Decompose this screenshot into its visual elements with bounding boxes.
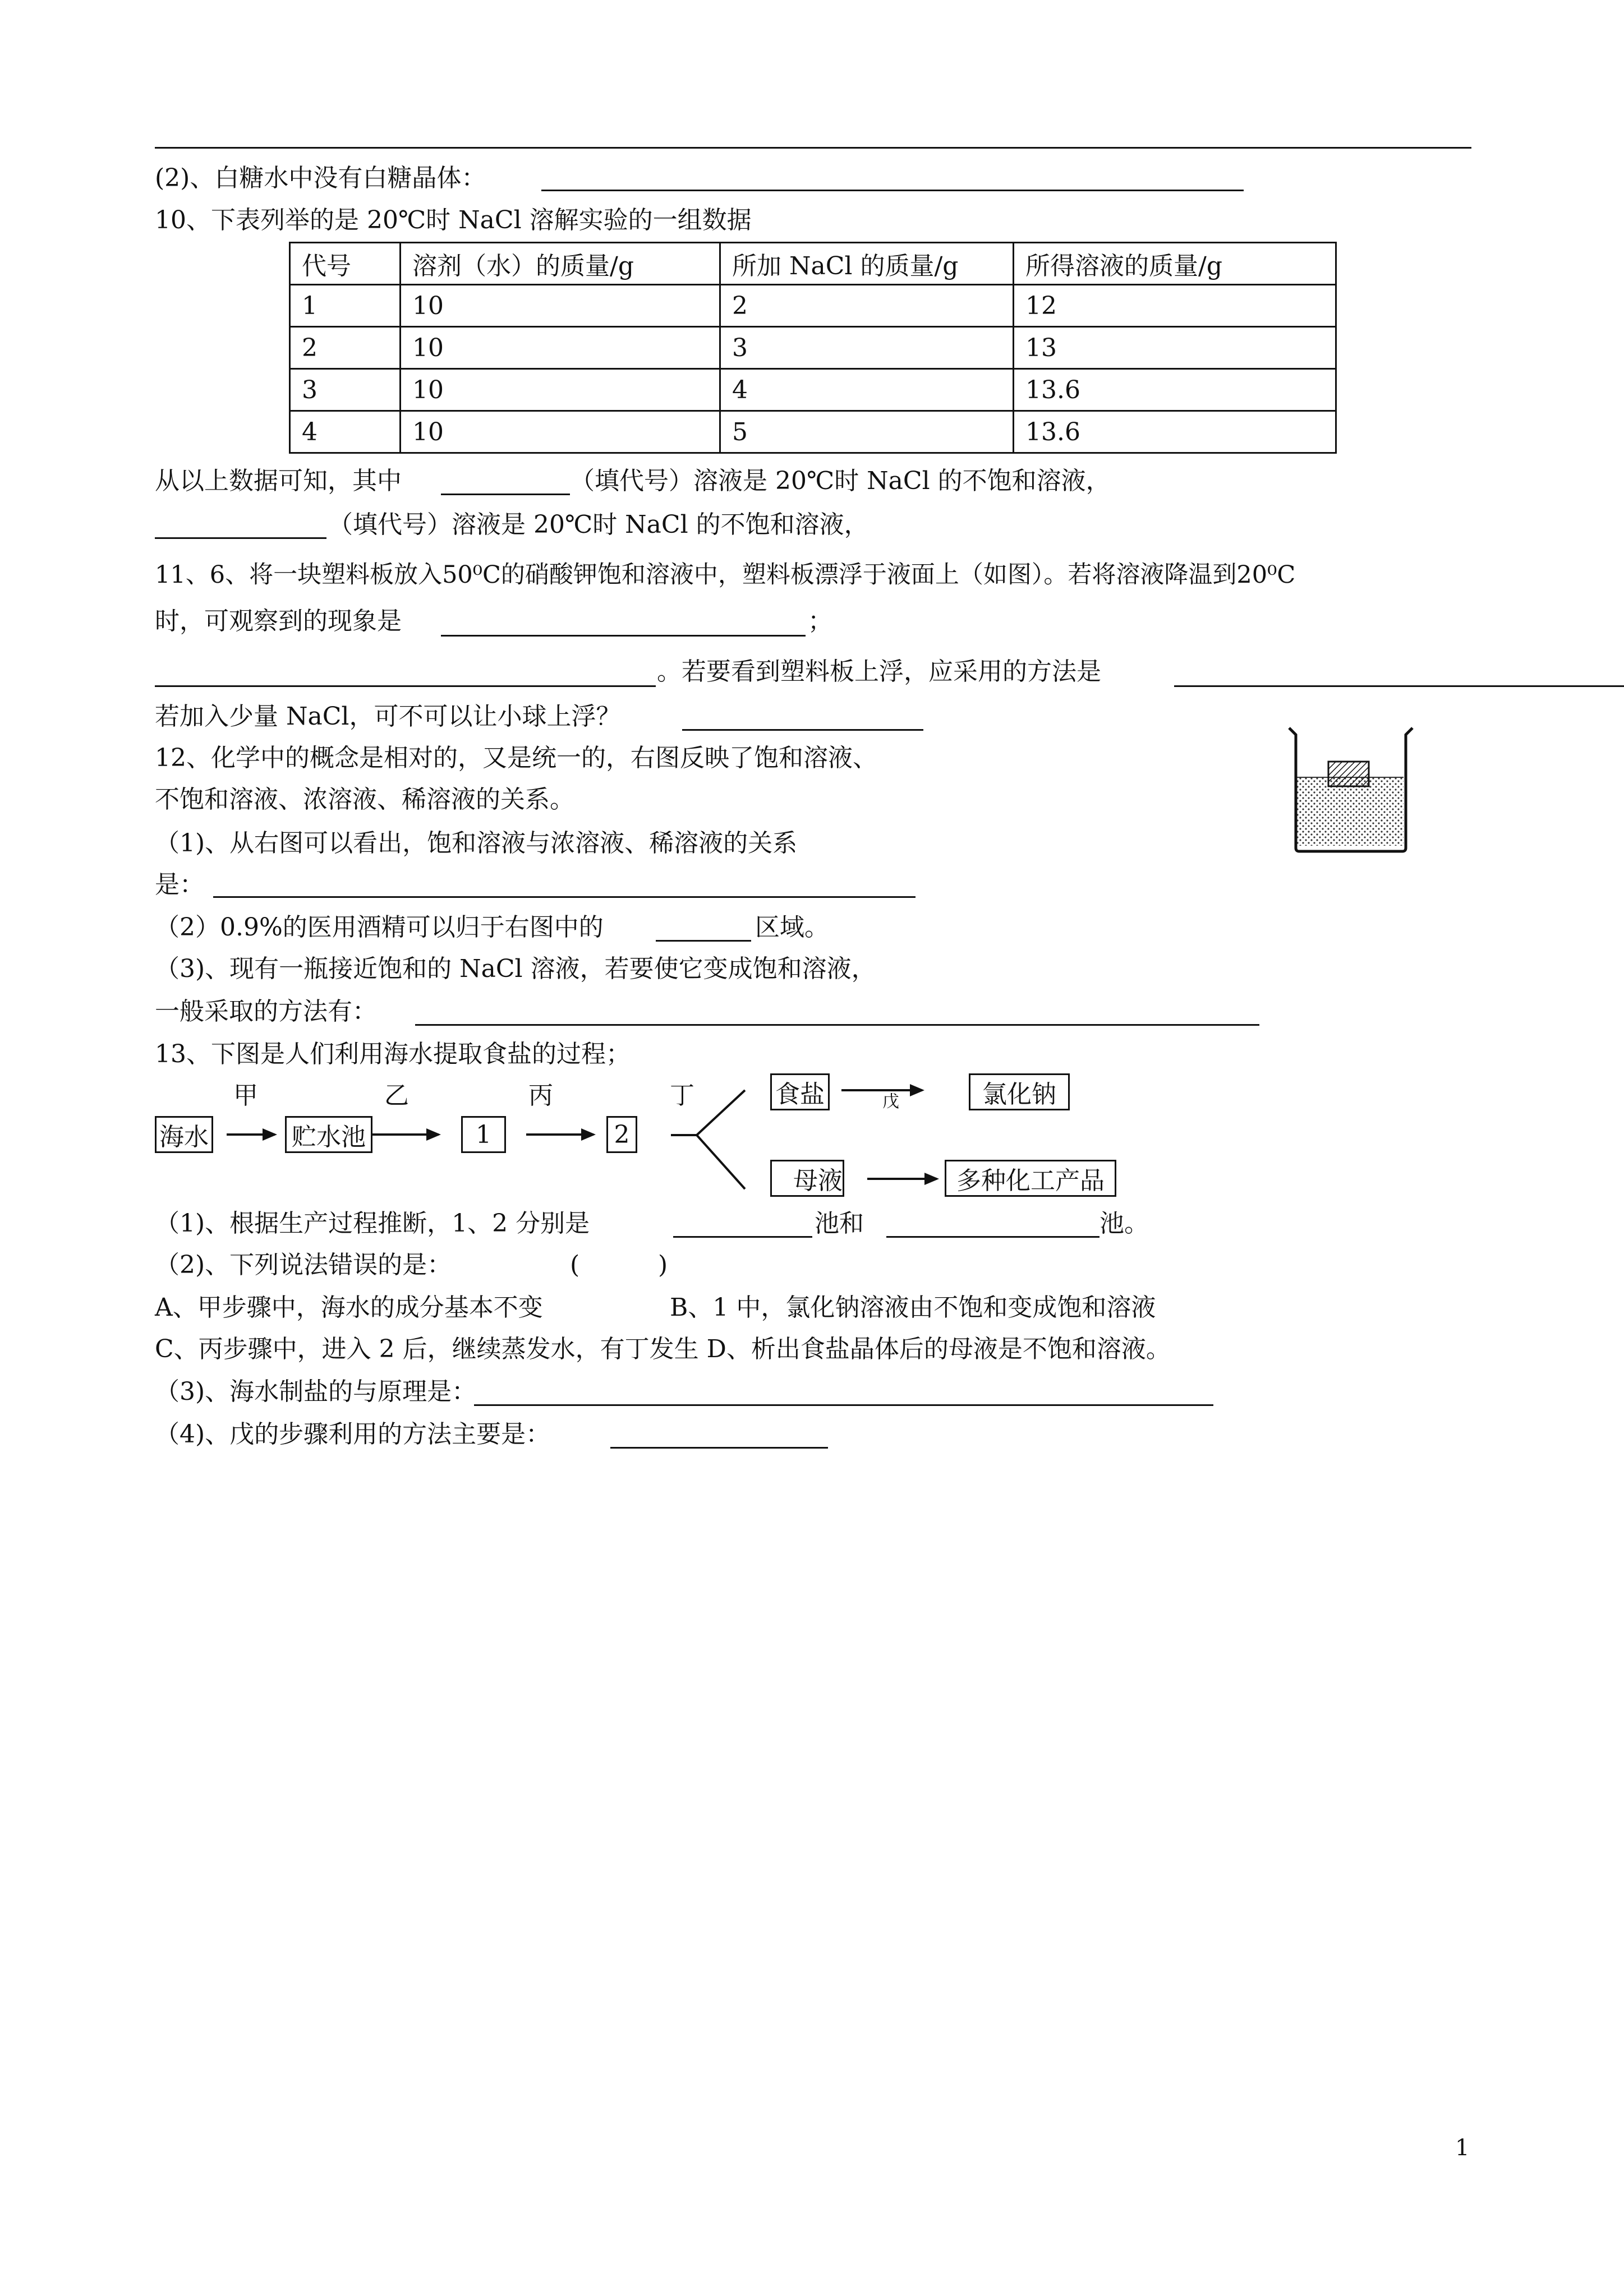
table-cell: 13 xyxy=(1014,327,1336,369)
q10-conclusion-line1-start: 从以上数据可知，其中 xyxy=(155,467,402,495)
q11-line2-start: 时，可观察到的现象是 xyxy=(155,607,402,635)
q9-part2-answer-blank[interactable] xyxy=(541,190,1244,191)
table-header-cell: 溶剂（水）的质量/g xyxy=(401,243,720,285)
q12-relation-blank[interactable] xyxy=(213,896,915,898)
q13-method-blank[interactable] xyxy=(610,1447,828,1449)
table-cell: 10 xyxy=(401,327,720,369)
q11-method-blank[interactable] xyxy=(1174,685,1624,687)
q13-part4: （4)、戊的步骤利用的方法主要是： xyxy=(155,1420,551,1449)
box-reservoir: 贮水池 xyxy=(285,1116,372,1153)
q11-phenomenon-blank-2[interactable] xyxy=(155,685,656,687)
table-header-cell: 所加 NaCl 的质量/g xyxy=(720,243,1014,285)
step-label-ding: 丁 xyxy=(670,1081,694,1110)
arrow-yi xyxy=(372,1133,439,1136)
q13-pool1-blank[interactable] xyxy=(673,1236,812,1238)
q11-line1: 11、6、将一块塑料板放入50⁰C的硝酸钾饱和溶液中，塑料板漂浮于液面上（如图）。若将溶液降温到20⁰C xyxy=(155,561,1296,589)
table-cell: 3 xyxy=(720,327,1014,369)
step-label-yi: 乙 xyxy=(384,1081,409,1110)
q13-part1-start: （1)、根据生产过程推断，1、2 分别是 xyxy=(155,1209,590,1238)
table-cell: 10 xyxy=(401,285,720,327)
q13-part2: （2)、下列说法错误的是： xyxy=(155,1251,452,1279)
table-cell: 10 xyxy=(401,411,720,453)
arrow-jia xyxy=(227,1133,275,1136)
table-row xyxy=(290,411,1336,453)
q12-part3-line2: 一般采取的方法有： xyxy=(155,997,377,1026)
table-cell: 10 xyxy=(401,369,720,411)
q10-answer-blank-1[interactable] xyxy=(441,494,570,495)
table-row xyxy=(290,285,1336,327)
step-label-bing: 丙 xyxy=(528,1081,553,1110)
table-cell: 4 xyxy=(290,411,401,453)
box-pool-1: 1 xyxy=(461,1116,506,1153)
box-salt: 食盐 xyxy=(770,1073,830,1110)
q9-part2-text: (2)、白糖水中没有白糖晶体： xyxy=(155,164,486,192)
table-cell: 3 xyxy=(290,369,401,411)
table-header-cell: 代号 xyxy=(290,243,401,285)
step-label-wu: 戊 xyxy=(882,1092,899,1112)
q12-part1-line2: 是： xyxy=(155,870,204,899)
table-cell: 4 xyxy=(720,369,1014,411)
box-sodium-chloride: 氯化钠 xyxy=(969,1073,1070,1110)
table-cell: 1 xyxy=(290,285,401,327)
box-seawater: 海水 xyxy=(155,1116,213,1153)
q11-nacl-blank[interactable] xyxy=(682,729,923,731)
q13-pool2-blank[interactable] xyxy=(886,1236,1099,1238)
box-mother-liquor: 母液 xyxy=(770,1160,844,1197)
header-rule xyxy=(155,147,1471,149)
q10-conclusion-line1-end: （填代号）溶液是 20℃时 NaCl 的不饱和溶液， xyxy=(570,467,1111,495)
beaker-diagram xyxy=(1285,723,1417,855)
q13-part3: （3)、海水制盐的与原理是： xyxy=(155,1377,477,1406)
q12-part2-start: （2）0.9%的医用酒精可以归于右图中的 xyxy=(155,913,604,942)
table-cell: 13.6 xyxy=(1014,369,1336,411)
table-cell: 5 xyxy=(720,411,1014,453)
q12-region-blank[interactable] xyxy=(656,940,751,942)
q12-line2: 不饱和溶液、浓溶液、稀溶液的关系。 xyxy=(155,785,574,814)
q12-part2-end: 区域。 xyxy=(755,913,829,942)
arrow-bing xyxy=(526,1133,594,1136)
table-cell: 2 xyxy=(720,285,1014,327)
q11-line3: 。若要看到塑料板上浮，应采用的方法是 xyxy=(657,657,1101,686)
q13-option-a: A、甲步骤中，海水的成分基本不变 xyxy=(155,1293,543,1322)
q11-line2-end: ； xyxy=(808,607,832,635)
table-cell: 12 xyxy=(1014,285,1336,327)
q13-answer-parentheses[interactable]: ( ) xyxy=(570,1251,668,1279)
q13-option-b: B、1 中，氯化钠溶液由不饱和变成饱和溶液 xyxy=(670,1293,1156,1322)
table-cell: 2 xyxy=(290,327,401,369)
arrow-mother xyxy=(867,1178,937,1180)
q11-phenomenon-blank[interactable] xyxy=(441,635,806,637)
branch-fork xyxy=(671,1077,772,1206)
box-pool-2: 2 xyxy=(606,1116,637,1153)
q12-part3-line1: （3)、现有一瓶接近饱和的 NaCl 溶液，若要使它变成饱和溶液， xyxy=(155,955,876,983)
table-row xyxy=(290,327,1336,369)
q10-answer-blank-2[interactable] xyxy=(155,537,326,539)
table-header-row xyxy=(290,243,1336,285)
box-chemical-products: 多种化工产品 xyxy=(945,1160,1116,1197)
q13-intro: 13、下图是人们利用海水提取食盐的过程； xyxy=(155,1040,631,1068)
arrow-wu xyxy=(841,1089,922,1091)
q13-option-c-d: C、丙步骤中，进入 2 后，继续蒸发水，有丁发生 D、析出食盐晶体后的母液是不饱和溶液。 xyxy=(155,1335,1171,1363)
step-label-jia: 甲 xyxy=(233,1081,258,1110)
q13-part1-mid: 池和 xyxy=(815,1209,864,1238)
q12-line1: 12、化学中的概念是相对的，又是统一的，右图反映了饱和溶液、 xyxy=(155,744,877,772)
table-header-cell: 所得溶液的质量/g xyxy=(1014,243,1336,285)
q13-principle-blank[interactable] xyxy=(474,1404,1213,1406)
q11-line4: 若加入少量 NaCl，可不可以让小球上浮？ xyxy=(155,702,621,731)
table-row xyxy=(290,369,1336,411)
q12-method-blank[interactable] xyxy=(415,1024,1259,1026)
nacl-data-table xyxy=(289,242,1337,454)
page-number: 1 xyxy=(1455,2135,1470,2161)
q13-part1-end: 池。 xyxy=(1099,1209,1149,1238)
q10-intro: 10、下表列举的是 20℃时 NaCl 溶解实验的一组数据 xyxy=(155,206,752,234)
q10-conclusion-line2: （填代号）溶液是 20℃时 NaCl 的不饱和溶液， xyxy=(328,510,869,539)
q12-part1-line1: （1)、从右图可以看出，饱和溶液与浓溶液、稀溶液的关系 xyxy=(155,829,798,857)
table-cell: 13.6 xyxy=(1014,411,1336,453)
